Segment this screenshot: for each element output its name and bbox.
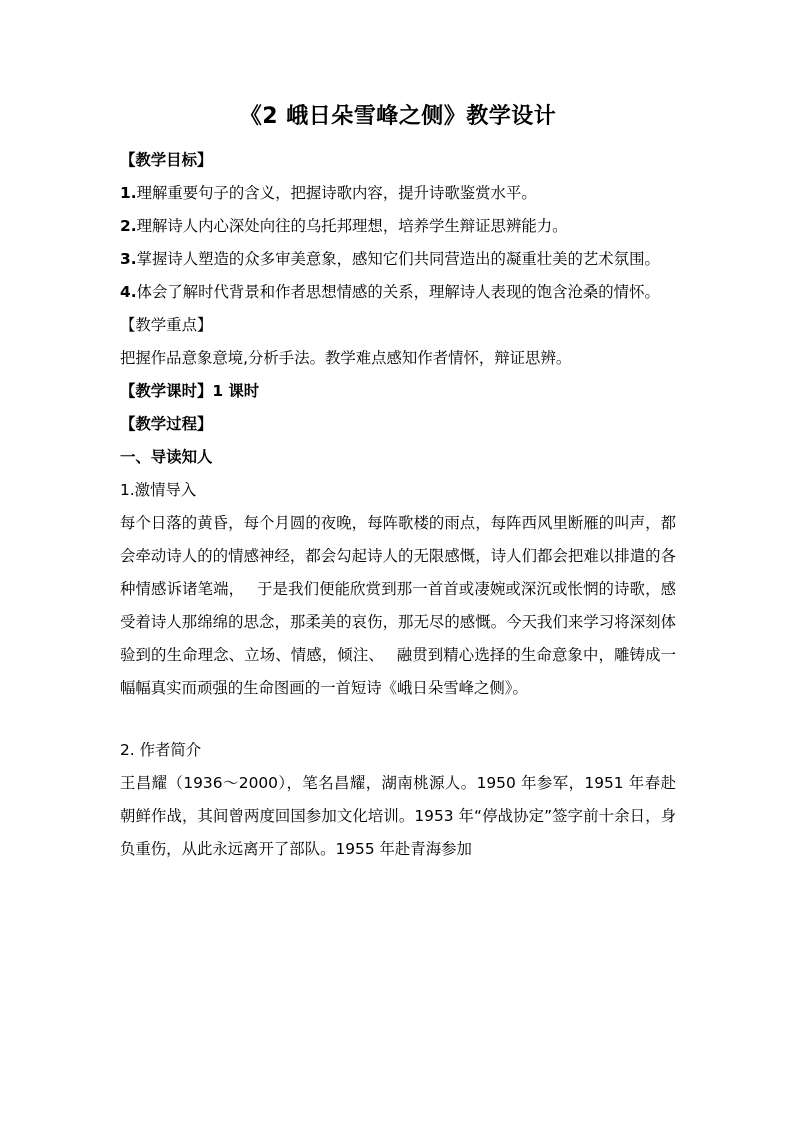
hours-heading: 【教学课时】1 课时 [120, 382, 260, 400]
goal-item [120, 243, 676, 276]
goals-heading: 【教学目标】 [120, 151, 213, 169]
goal-number: 1. [120, 184, 137, 202]
goal-text: 体会了解时代背景和作者思想情感的关系，理解诗人表现的饱含沧桑的情怀。 [136, 283, 660, 301]
document-page [120, 100, 676, 866]
subsection-heading: 1.激情导入 [120, 481, 197, 499]
author-paragraph: 王昌耀（1936～2000），笔名昌耀，湖南桃源人。1950 年参军，1951 年春赴朝鲜作战，其间曾两度回国参加文化培训。1953 年“停战协定”签字前十余日，身负重伤，从此永远离开了部队。1955 年赴青海参加 [120, 774, 676, 858]
goal-text: 理解诗人内心深处向往的乌托邦理想，培养学生辩证思辨能力。 [136, 217, 568, 235]
goal-number: 2. [120, 217, 137, 235]
document-title: 《2 峨日朵雪峰之侧》教学设计 [239, 104, 557, 129]
goal-text: 理解重要句子的含义，把握诗歌内容，提升诗歌鉴赏水平。 [136, 184, 537, 202]
intro-paragraph: 每个日落的黄昏，每个月圆的夜晚，每阵歌楼的雨点，每阵西风里断雁的叫声，都会牵动诗人的的情感神经，都会勾起诗人的无限感慨，诗人们都会把难以排遣的各种情感诉诸笔端， 于是我们便能欣赏到那一首首或凄婉或深沉或怅惘的诗歌，感受着诗人那绵绵的思念，那柔美的哀伤，那无尽的感慨。今天我们来学习将深刻体验到的生命理念、立场、情感，倾注、 融贯到精心选择的生命意象中，雕铸成一幅幅真实而顽强的生命图画的一首短诗《峨日朵雪峰之侧》。 [120, 514, 676, 697]
process-heading: 【教学过程】 [120, 415, 213, 433]
focus-text: 把握作品意象意境,分析手法。教学难点感知作者情怀，辩证思辨。 [120, 349, 572, 367]
subsection-heading: 2. 作者简介 [120, 741, 202, 759]
goal-text: 掌握诗人塑造的众多审美意象，感知它们共同营造出的凝重壮美的艺术氛围。 [136, 250, 660, 268]
goal-item [120, 276, 676, 309]
goal-number: 4. [120, 283, 137, 301]
paragraph-gap [120, 705, 676, 734]
section-heading: 一、导读知人 [120, 448, 213, 466]
focus-heading: 【教学重点】 [120, 316, 213, 334]
goal-item [120, 177, 676, 210]
goal-item [120, 210, 676, 243]
goal-number: 3. [120, 250, 137, 268]
